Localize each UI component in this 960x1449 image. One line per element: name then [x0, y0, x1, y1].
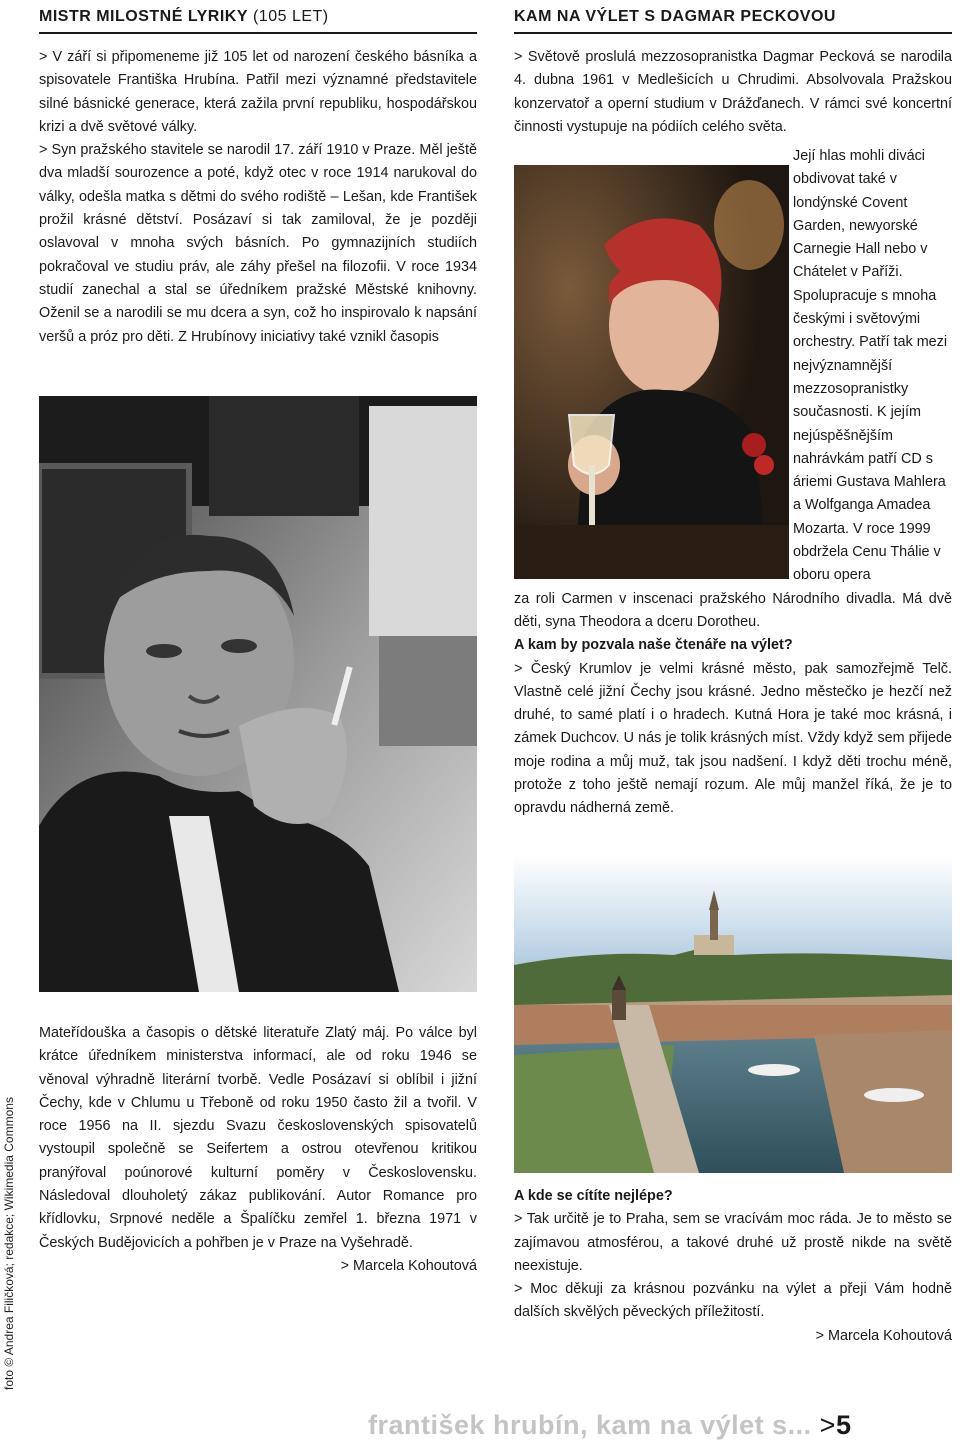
right-intro: > Světově proslulá mezzosopranistka Dagmar Pecková se narodila 4. dubna 1961 v Medlešicích u Chrudimi. Absolvovala Pražskou konzervatoř a operní studium v Drážďanech. V rámci své koncertní činnosti vystupuje na pódiích celého světa.	[514, 49, 952, 135]
right-answer-1: > Český Krumlov je velmi krásné město, pak samozřejmě Telč. Vlastně celé jižní Čechy jsou krásné. Jedno městečko je hezčí než druhé, to samé platí i o hradech. Kutná Hora je také moc krásná, i zámek Duchcov. U nás je tolik krásných míst. Vždy když sem přijede moje rodina a můj muž, tak jsou nadšení. I když děti trochu méně, protože z toho ještě nemají rozum. Ale můj manžel říká, že je to opravdu nádherná země.	[514, 660, 952, 817]
left-column-continued	[39, 1022, 477, 1278]
right-column-body	[514, 145, 952, 821]
right-question-1: A kam by pozvala naše čtenáře na výlet?	[514, 637, 793, 654]
footer-title: františek hrubín, kam na výlet s...	[368, 1410, 812, 1440]
right-answer-3: > Moc děkuji za krásnou pozvánku na výlet a přeji Vám hodně dalších skvělých pěveckých příležitostí.	[514, 1281, 952, 1321]
page-number: 5	[835, 1410, 852, 1440]
right-wrap-text: Její hlas mohli diváci obdivovat také v londýnské Covent Garden, newyorské Carnegie Hall nebo v Chátelet v Paříži. Spolupracuje s mnoha českými i světovými orchestry. Patří tak mezi nejvýznamnější mezzosopranistky současnosti. K jejím nejúspěšnějším nahrávkám patří CD s áriemi Gustava Mahlera a Wolfganga Amadea Mozarta. V roce 1999 obdržela Cenu Thálie v oboru opera	[793, 148, 948, 584]
right-continuation: za roli Carmen v inscenaci pražského Národního divadla. Má dvě děti, syna Theodora a dceru Dorotheu.	[514, 590, 952, 630]
page-footer	[368, 1410, 851, 1441]
prague-city-photo	[514, 855, 952, 1173]
left-column	[39, 8, 477, 349]
left-paragraph-1: > V září si připomeneme již 105 let od narození českého básníka a spisovatele Františka Hrubína. Patřil mezi významné představitele silné básnické generace, která zažila první republiku, hospodářskou krizi a dvě světové války.	[39, 49, 477, 135]
right-column-bottom	[514, 1185, 952, 1348]
right-author: > Marcela Kohoutová	[815, 1327, 952, 1344]
right-heading: KAM NA VÝLET S DAGMAR PECKOVOU	[514, 8, 952, 34]
wrap-text-box	[793, 145, 952, 588]
right-question-2: A kde se cítíte nejlépe?	[514, 1188, 673, 1204]
right-column	[514, 8, 952, 139]
left-paragraph-3: Mateřídouška a časopis o dětské literatuře Zlatý máj. Po válce byl krátce úředníkem ministerstva informací, ale od roku 1946 se věnoval výhradně literární tvorbě. Vedle Posázaví si oblíbil i jižní Čechy, kde v Chlumu u Třeboně od roku 1950 často žil a tvořil. V roce 1956 na II. sjezdu Svazu československých spisovatelů vystoupil společně se Seifertem a ostrou otevřenou kritikou pranýřoval poúnorové kulturní poměry v Československu. Následoval dlouholetý zákaz publikování. Autor Romance pro křídlovku, Srpnové neděle a Špalíčku zemřel 1. března 1971 v Českých Budějovicích a pohřben je v Praze na Vyšehradě.	[39, 1025, 477, 1251]
left-heading-sub: (105 LET)	[248, 8, 329, 25]
right-answer-2: > Tak určitě je to Praha, sem se vracívám moc ráda. Je to město se zajímavou atmosférou, a takové druhé už prostě nikde na světě neexistuje.	[514, 1211, 952, 1274]
left-heading-main: MISTR MILOSTNÉ LYRIKY	[39, 8, 249, 25]
footer-arrow: >	[819, 1410, 836, 1440]
left-author: > Marcela Kohoutová	[340, 1257, 477, 1274]
left-paragraph-2: > Syn pražského stavitele se narodil 17. září 1910 v Praze. Měl ještě dva mladší sourozence a poté, když otec v roce 1914 narukoval do války, odešla matka s dětmi do svého rodiště – Lešan, kde František prožil krásné dětství. Posázaví si tak zamiloval, že je později oslavoval v mnoha svých básních. Po gymnazijních studiích pokračoval ve studiu práv, ale záhy přešel na filozofii. V roce 1934 studií zanechal a stal se úředníkem pražské Městské knihovny. Oženil se a narodili se mu dcera a syn, což ho inspirovalo k napsání veršů a próz pro děti. Z Hrubínovy iniciativy také vznikl časopis	[39, 142, 477, 345]
hrubin-portrait-photo	[39, 396, 477, 992]
photo-credit: foto © Andrea Filičková; redakce; Wikimedia Commons	[2, 1097, 16, 1390]
left-heading	[39, 8, 477, 34]
